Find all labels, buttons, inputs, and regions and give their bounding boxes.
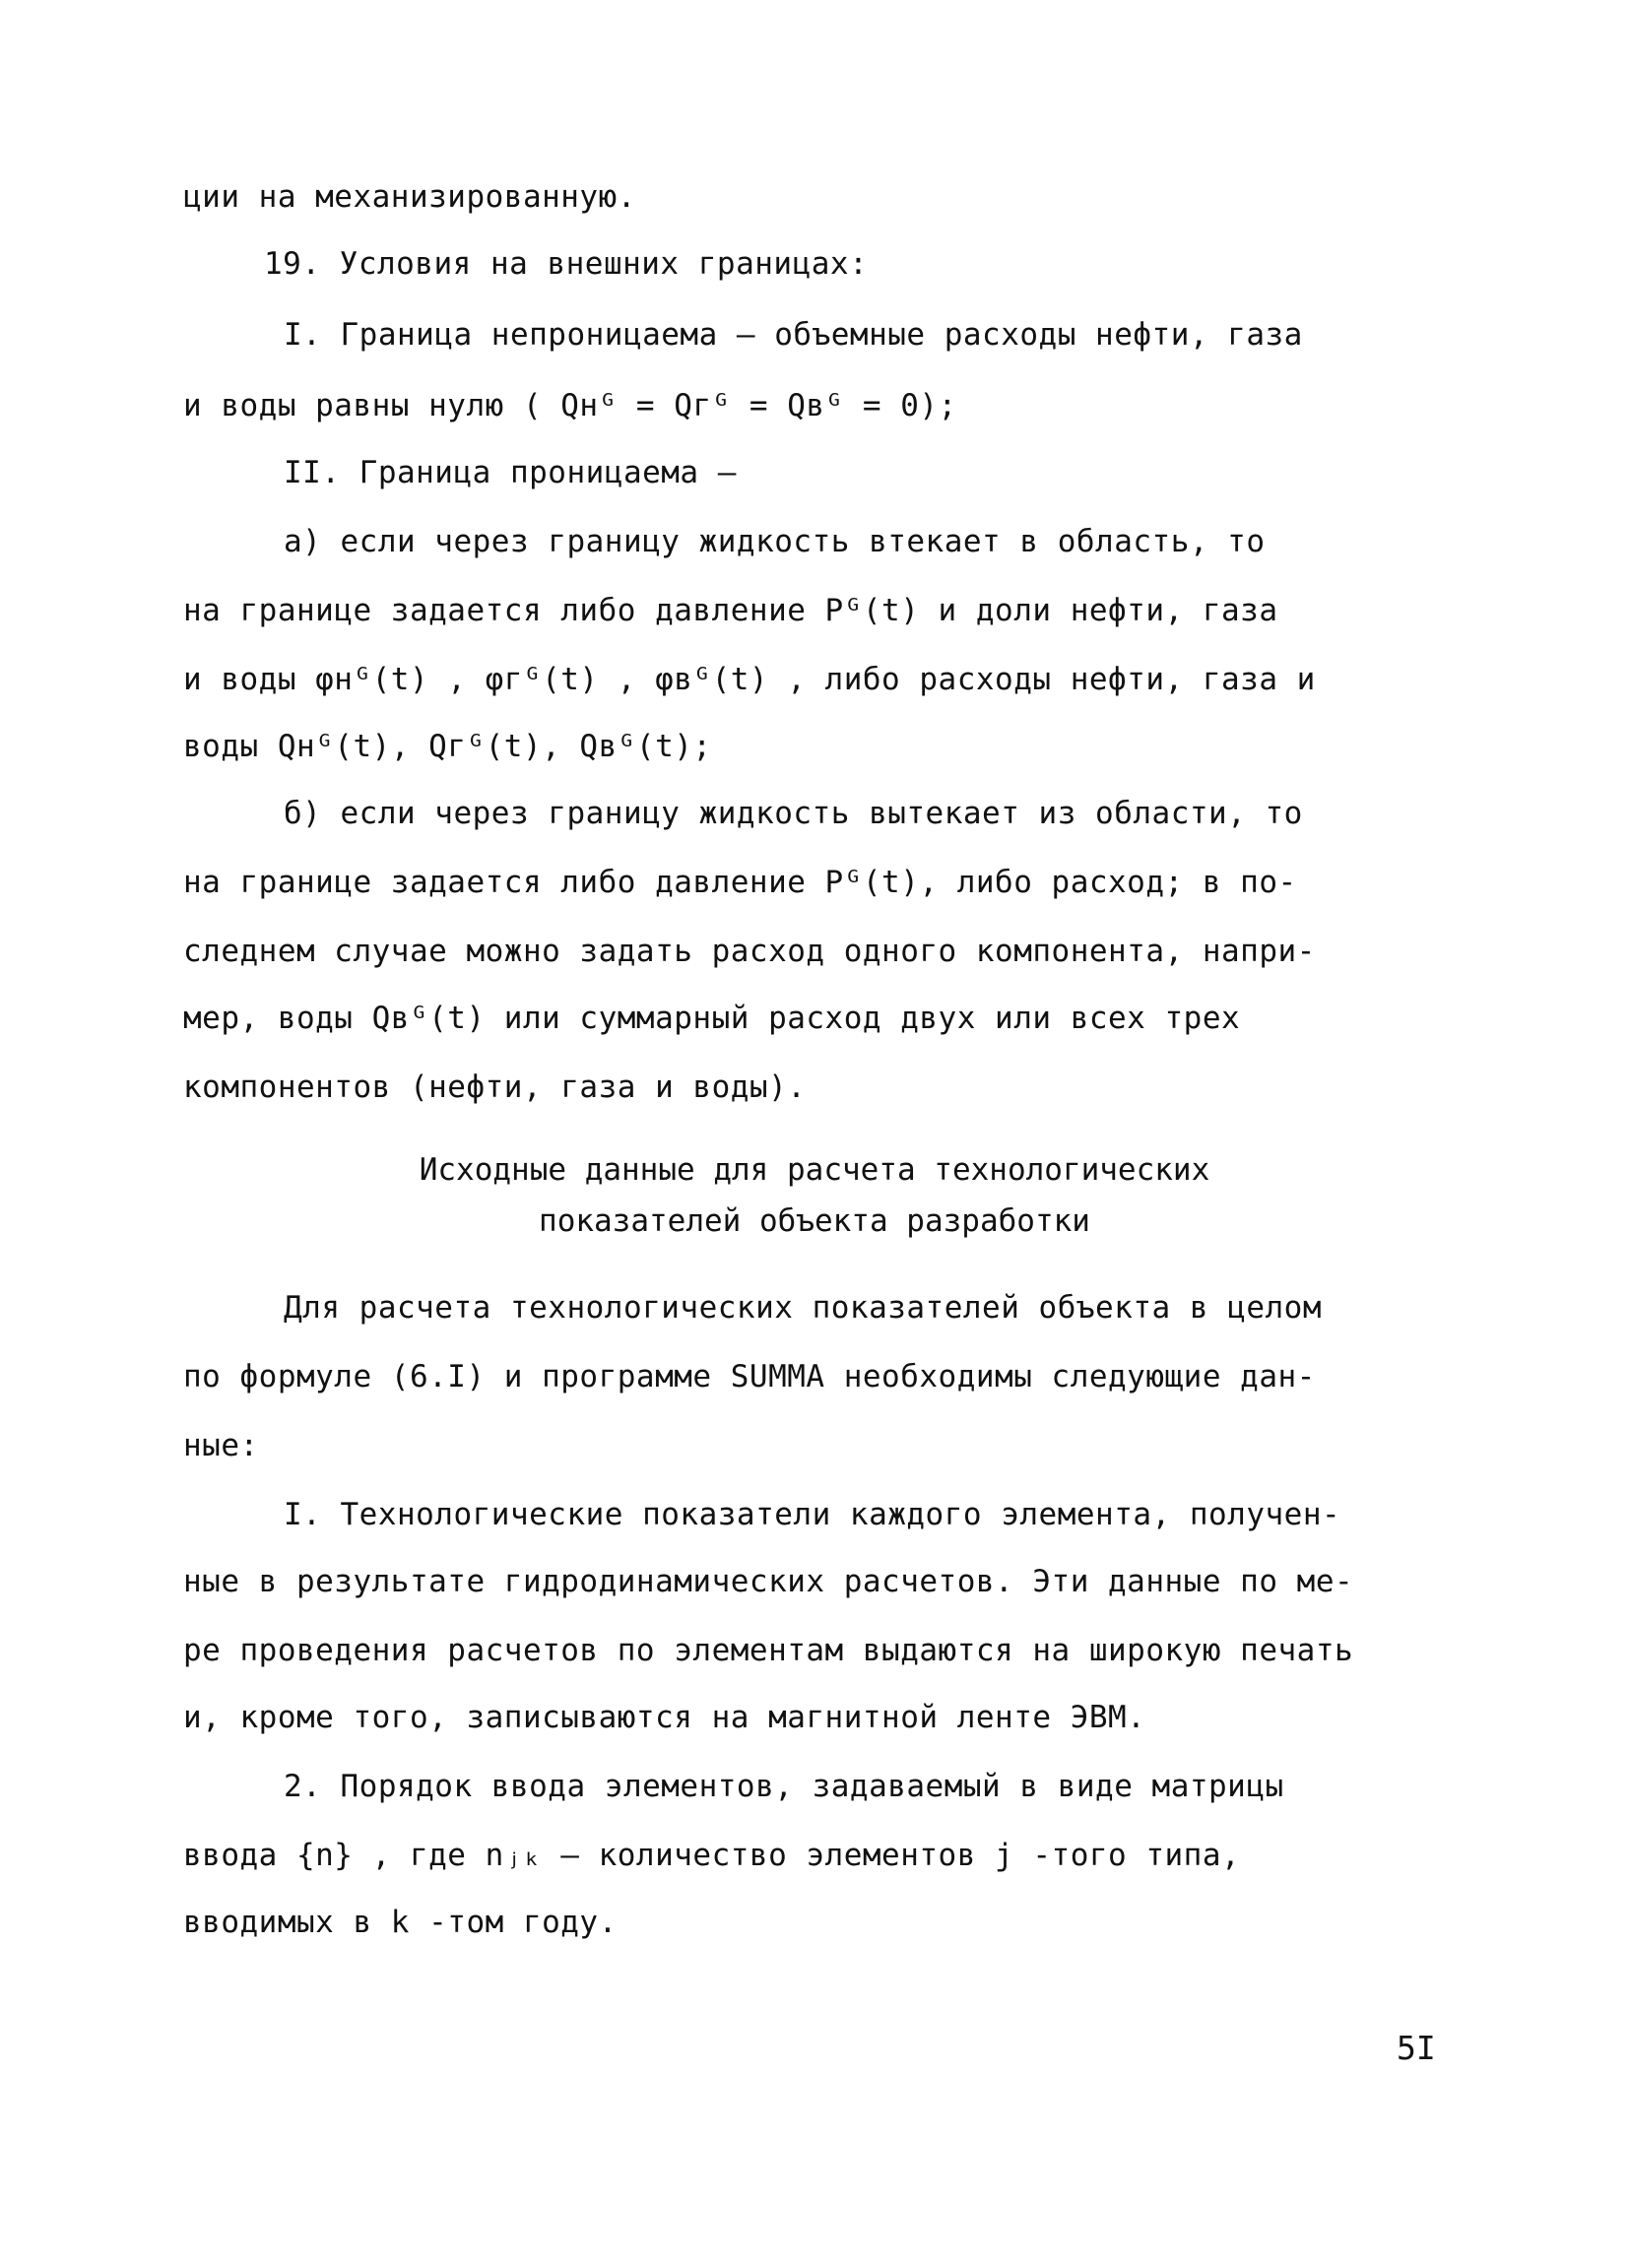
- text-line-1: ции на механизированную.: [183, 179, 636, 215]
- intro-line-3: ные:: [183, 1428, 259, 1463]
- section-title-line-2: показателей объекта разработки: [539, 1203, 1090, 1239]
- section-title-line-1: Исходные данные для расчета технологических: [419, 1152, 1210, 1188]
- condition-2b-line-3: следнем случае можно задать расход одного компонента, напри-: [183, 934, 1316, 969]
- condition-2a-line-3: и воды φнᴳ(t) , φгᴳ(t) , φвᴳ(t) , либо расходы нефти, газа и: [183, 662, 1316, 697]
- condition-2b-line-4: мер, воды Qвᴳ(t) или суммарный расход двух или всех трех: [183, 1001, 1241, 1036]
- condition-2a-line-2: на границе задается либо давление Pᴳ(t) и доли нефти, газа: [183, 593, 1278, 628]
- paragraph-19-heading: 19. Условия на внешних границах:: [264, 246, 869, 282]
- item-2-line-2: ввода {n} , где nⱼₖ – количество элементов j -того типа,: [183, 1838, 1241, 1873]
- page-number: 5I: [1397, 2029, 1436, 2067]
- item-1-line-1: I. Технологические показатели каждого элемента, получен-: [284, 1497, 1341, 1532]
- condition-1-formula-line: и воды равны нулю ( Qнᴳ = Qгᴳ = Qвᴳ = 0);: [183, 388, 957, 423]
- condition-2a-line-4: воды Qнᴳ(t), Qгᴳ(t), Qвᴳ(t);: [183, 729, 712, 764]
- condition-2b-line-5: компонентов (нефти, газа и воды).: [183, 1069, 807, 1105]
- condition-1-line: I. Граница непроницаема – объемные расходы нефти, газа: [284, 317, 1303, 353]
- intro-line-2: по формуле (6.I) и программе SUMMA необходимы следующие дан-: [183, 1359, 1316, 1394]
- item-1-line-4: и, кроме того, записываются на магнитной ленте ЭВМ.: [183, 1700, 1146, 1735]
- item-1-line-3: ре проведения расчетов по элементам выдаются на широкую печать: [183, 1633, 1354, 1668]
- item-2-line-3: вводимых в k -том году.: [183, 1905, 618, 1940]
- item-1-line-2: ные в результате гидродинамических расчетов. Эти данные по ме-: [183, 1564, 1354, 1599]
- item-2-line-1: 2. Порядок ввода элементов, задаваемый в виде матрицы: [284, 1769, 1284, 1804]
- condition-2a-line-1: а) если через границу жидкость втекает в область, то: [284, 524, 1266, 559]
- condition-2b-line-2: на границе задается либо давление Pᴳ(t), либо расход; в по-: [183, 865, 1297, 900]
- intro-line-1: Для расчета технологических показателей объекта в целом: [284, 1290, 1322, 1326]
- condition-2-heading: II. Граница проницаема –: [284, 455, 737, 490]
- condition-2b-line-1: б) если через границу жидкость вытекает из области, то: [284, 796, 1303, 831]
